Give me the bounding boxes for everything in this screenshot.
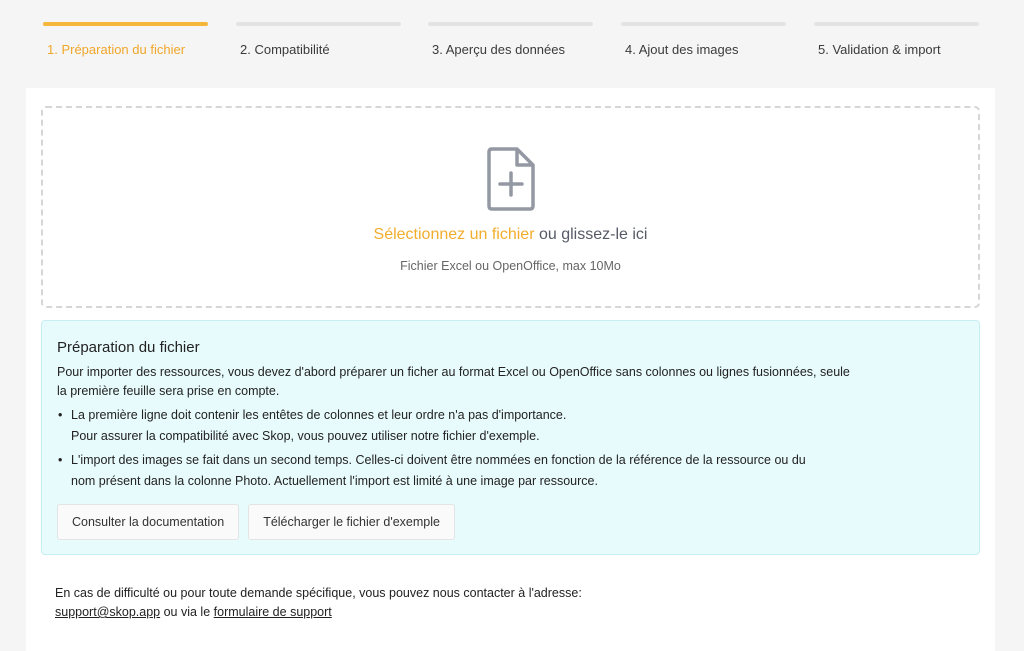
step-progress-bar	[621, 22, 786, 26]
step-progress-bar	[236, 22, 401, 26]
support-contact	[55, 584, 582, 622]
list-item	[57, 450, 964, 492]
step-label: 3. Aperçu des données	[432, 42, 565, 57]
preparation-info-panel	[41, 320, 980, 555]
bullet-line: La première ligne doit contenir les entêtes de colonnes et leur ordre n'a pas d'importance.	[71, 408, 567, 422]
contact-text: En cas de difficulté ou pour toute demande spécifique, vous pouvez nous contacter à l'adresse:	[55, 586, 582, 600]
step-label: 2. Compatibilité	[240, 42, 330, 57]
support-form-link[interactable]: formulaire de support	[213, 605, 332, 619]
import-card	[26, 88, 995, 651]
import-stepper	[43, 22, 979, 62]
bullet-line: nom présent dans la colonne Photo. Actuellement l'import est limité à une image par ressource.	[71, 474, 598, 488]
support-email-link[interactable]: support@skop.app	[55, 605, 161, 619]
step-label: 5. Validation & import	[818, 42, 941, 57]
dropzone-hint: Fichier Excel ou OpenOffice, max 10Mo	[400, 259, 621, 273]
bullet-line: L'import des images se fait dans un second temps. Celles-ci doivent être nommées en fonction de la référence de la ressource ou du	[71, 453, 806, 467]
select-file-link[interactable]: Sélectionnez un fichier	[373, 226, 535, 243]
step-compatibility[interactable]	[236, 22, 401, 57]
info-intro: Pour importer des ressources, vous devez d'abord préparer un ficher au format Excel ou OpenOffice sans colonnes ou lignes fusionnées, seule la première feuille sera prise en compte.	[57, 365, 850, 398]
bullet-line: Pour assurer la compatibilité avec Skop, vous pouvez utiliser notre fichier d'exemple.	[71, 429, 540, 443]
contact-via-text: ou via le	[160, 605, 214, 619]
info-actions	[57, 504, 464, 540]
step-validation-import[interactable]	[814, 22, 979, 57]
info-bullet-list	[57, 405, 964, 492]
step-file-preparation[interactable]	[43, 22, 208, 57]
step-progress-bar	[428, 22, 593, 26]
step-add-images[interactable]	[621, 22, 786, 57]
step-progress-bar	[814, 22, 979, 26]
file-plus-icon	[485, 146, 537, 212]
file-dropzone[interactable]	[41, 106, 980, 308]
step-progress-bar	[43, 22, 208, 26]
dropzone-instruction	[43, 226, 978, 244]
step-label: 4. Ajout des images	[625, 42, 739, 57]
download-example-button[interactable]: Télécharger le fichier d'exemple	[248, 504, 455, 540]
drop-text: ou glissez-le ici	[534, 226, 648, 243]
step-label: 1. Préparation du fichier	[47, 42, 186, 57]
list-item	[57, 405, 964, 447]
step-data-preview[interactable]	[428, 22, 593, 57]
view-documentation-button[interactable]: Consulter la documentation	[57, 504, 239, 540]
info-title: Préparation du fichier	[57, 339, 200, 356]
